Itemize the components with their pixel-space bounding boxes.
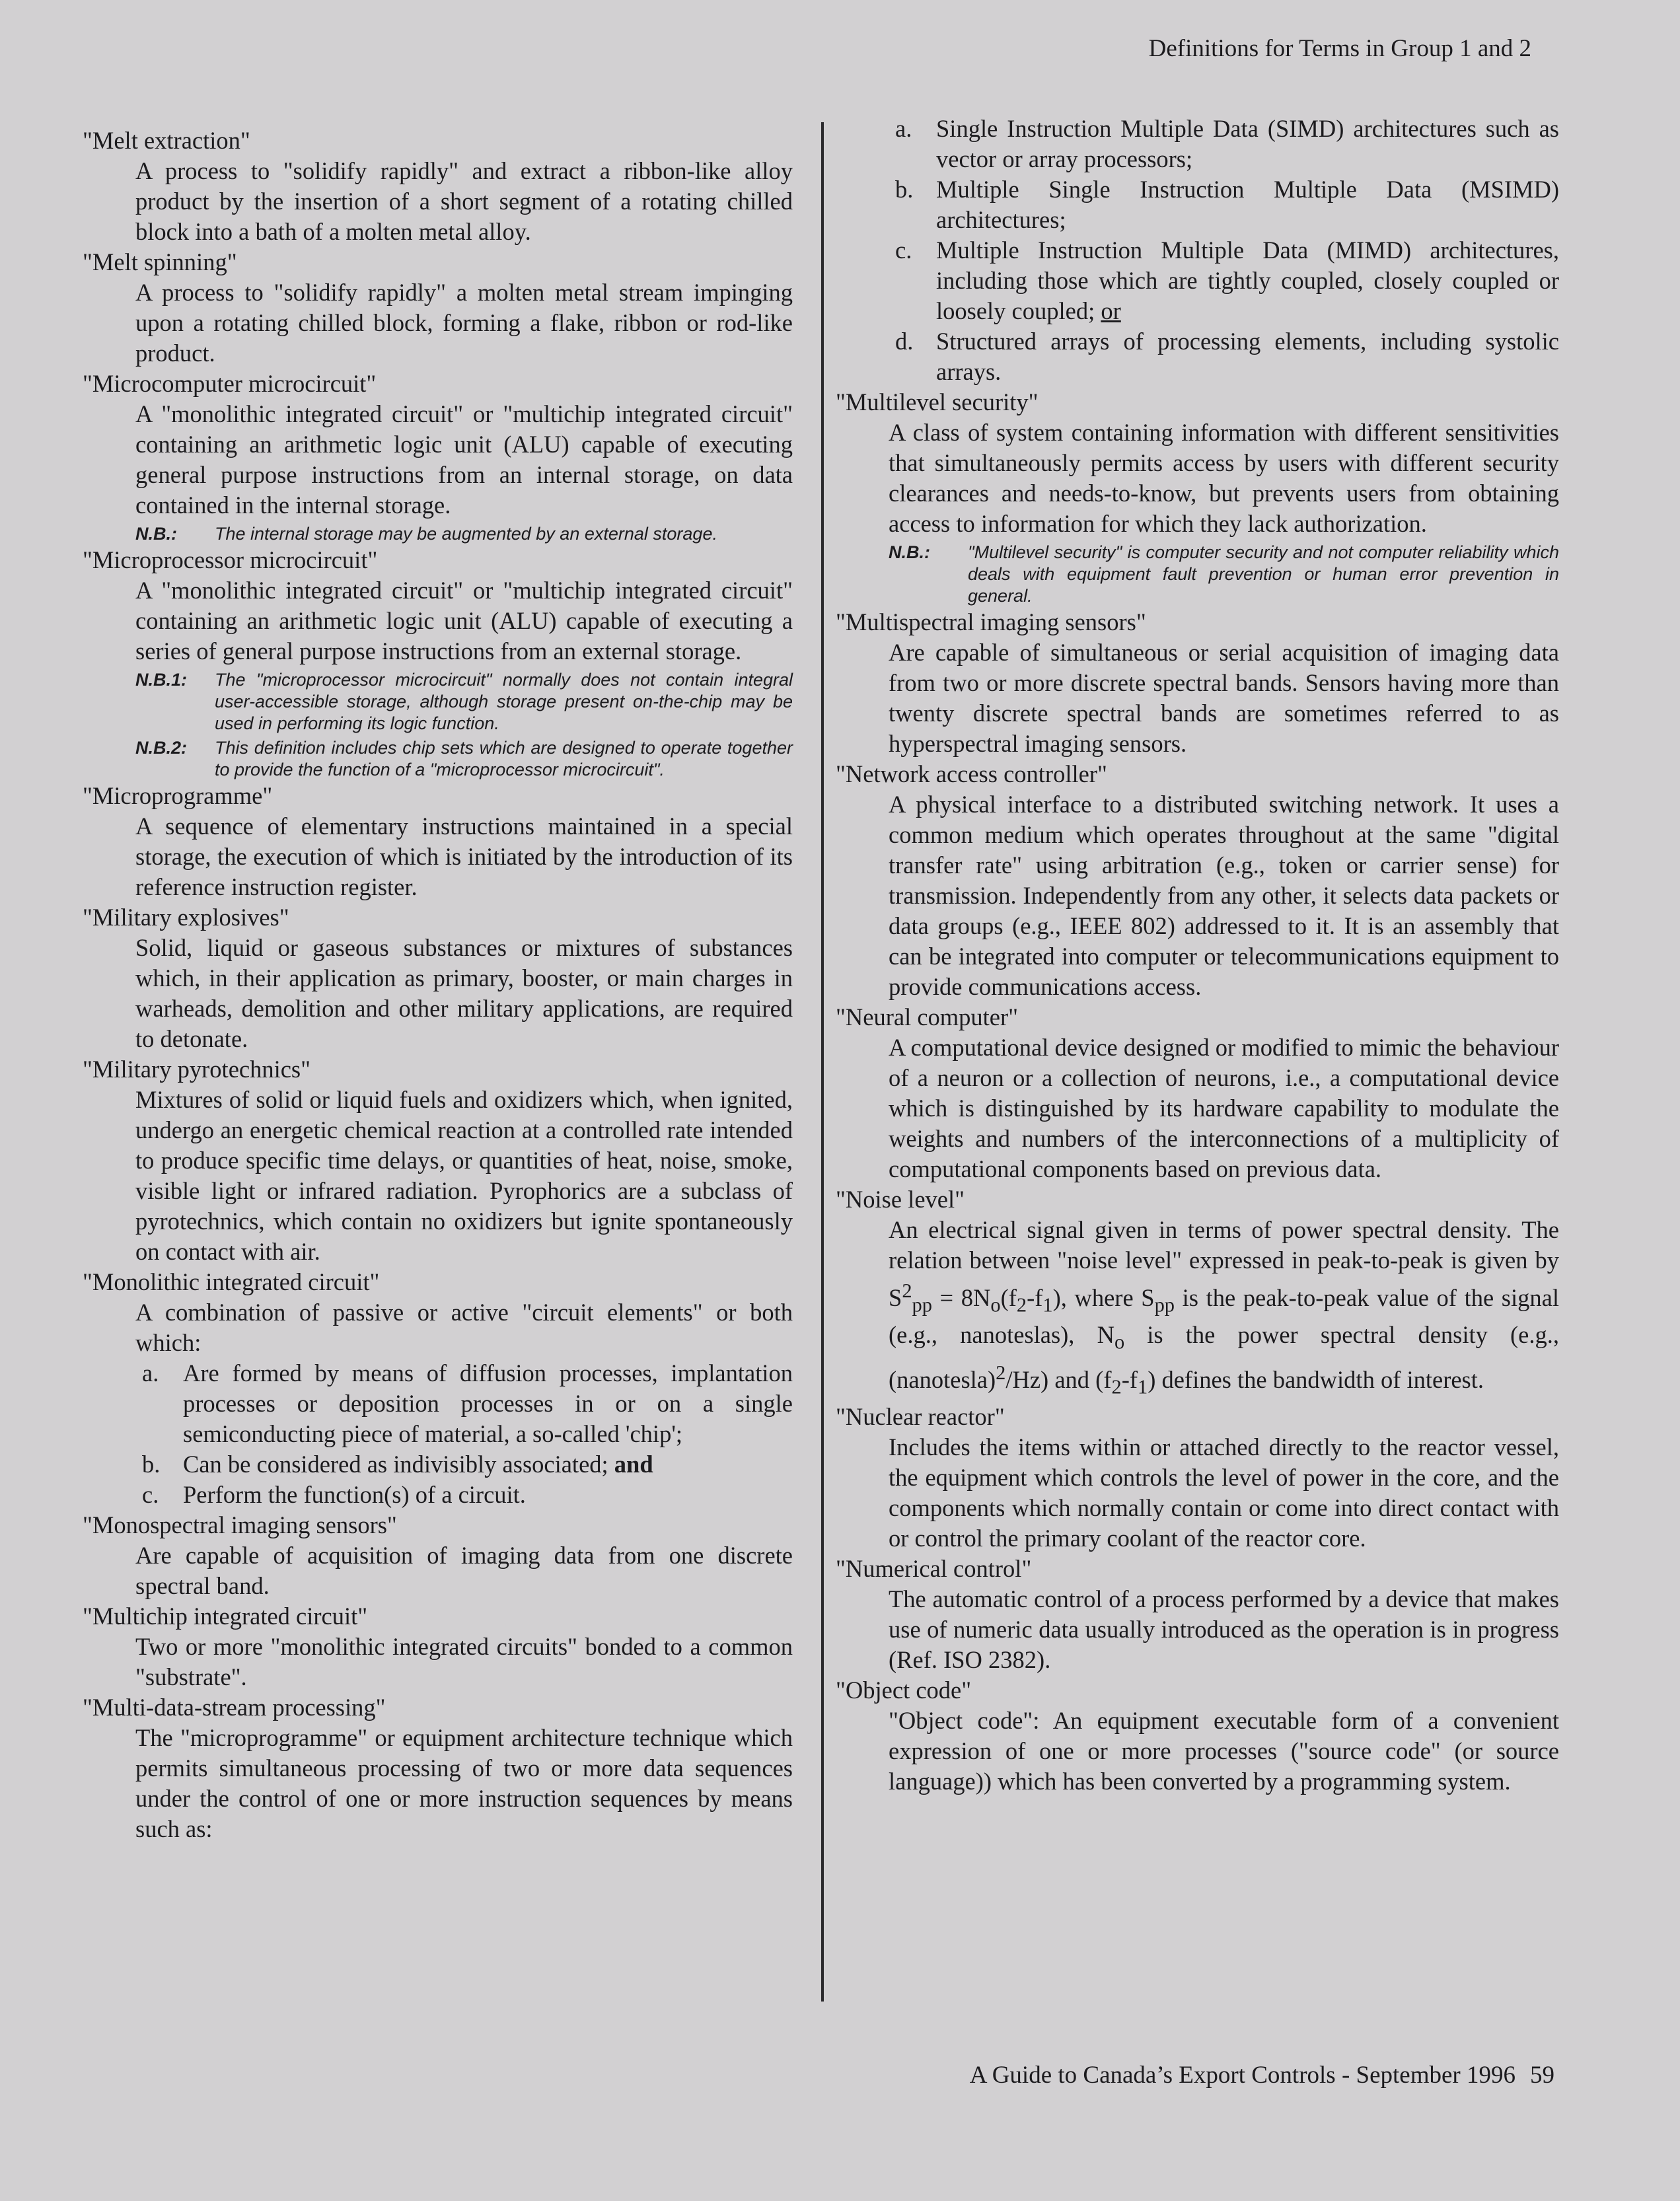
list-item	[895, 326, 1559, 387]
entry-microprogramme	[83, 781, 793, 902]
term-definition: Are capable of simultaneous or serial acquisition of imaging data from two or more discrete spectral bands. Sensors having more than twenty discrete spectral bands are sometimes referred to as hyperspectral imaging sensors.	[889, 639, 1559, 757]
entry-multichip-integrated-circuit	[83, 1601, 793, 1692]
term-title: "Multi-data-stream processing"	[83, 1694, 386, 1721]
list-item	[142, 1449, 793, 1480]
entry-noise-level	[836, 1184, 1559, 1402]
term-definition: A sequence of elementary instructions maintained in a special storage, the execution of which is initiated by the introduction of its reference instruction register.	[135, 812, 793, 900]
entry-neural-computer	[836, 1002, 1559, 1184]
superscript: 2	[996, 1361, 1006, 1384]
term-definition: A process to "solidify rapidly" a molten metal stream impinging upon a rotating chilled block, forming a flake, ribbon or rod-like product.	[135, 279, 793, 367]
left-column	[83, 126, 793, 1844]
subscript: pp	[912, 1293, 932, 1317]
term-definition: Includes the items within or attached directly to the reactor vessel, the equipment which controls the level of power in the core, and the components which normally contain or come into direct contact with or control the primary coolant of the reactor core.	[889, 1433, 1559, 1552]
term-definition: A process to "solidify rapidly" and extract a ribbon-like alloy product by the insertion of a short segment of a rotating chilled block into a bath of a molten metal alloy.	[135, 157, 793, 245]
definition-text: -f	[1027, 1284, 1043, 1312]
entry-network-access-controller	[836, 759, 1559, 1002]
term-title: "Noise level"	[836, 1186, 965, 1213]
entry-military-pyrotechnics	[83, 1054, 793, 1267]
note-text: The internal storage may be augmented by an external storage.	[215, 524, 717, 544]
list-item-conjunction: and	[614, 1451, 653, 1478]
list-item-text: Structured arrays of processing elements, including systolic arrays.	[936, 328, 1559, 385]
term-title: "Multispectral imaging sensors"	[836, 608, 1146, 635]
entry-melt-spinning	[83, 247, 793, 369]
list-item-text: Single Instruction Multiple Data (SIMD) architectures such as vector or array processors;	[936, 115, 1559, 172]
entry-multi-data-stream-processing	[83, 1692, 793, 1844]
entry-nuclear-reactor	[836, 1402, 1559, 1554]
list-item-text: Are formed by means of diffusion processes, implantation processes or deposition processes in or on a single semiconducting piece of material, a so-called 'chip';	[183, 1359, 793, 1447]
entry-monolithic-integrated-circuit	[83, 1267, 793, 1510]
note-text: "Multilevel security" is computer security and not computer reliability which deals with equipment fault prevention or human error prevention in general.	[968, 542, 1559, 606]
term-definition: Two or more "monolithic integrated circuits" bonded to a common "substrate".	[135, 1633, 793, 1690]
note-block	[135, 737, 793, 781]
term-title: "Microcomputer microcircuit"	[83, 370, 377, 397]
subscript: o	[990, 1293, 1001, 1317]
list-marker: a.	[142, 1359, 159, 1387]
subscript: 1	[1138, 1375, 1148, 1398]
footer-guide-title: A Guide to Canada’s Export Controls - September 1996	[969, 2062, 1516, 2089]
subscript: pp	[1154, 1293, 1175, 1317]
entry-object-code	[836, 1675, 1559, 1797]
term-definition: Solid, liquid or gaseous substances or mixtures of substances which, in their application as primary, booster, or main charges in warheads, demolition and other military applications, are required to detonate.	[135, 934, 793, 1052]
entry-multilevel-security	[836, 387, 1559, 607]
subscript: 1	[1042, 1293, 1053, 1317]
entry-microcomputer-microcircuit	[83, 369, 793, 545]
term-title: "Microprocessor microcircuit"	[83, 546, 378, 573]
note-block	[135, 523, 793, 545]
term-title: "Military explosives"	[83, 904, 289, 931]
term-title: "Object code"	[836, 1677, 972, 1704]
term-title: "Nuclear reactor"	[836, 1403, 1005, 1431]
subscript: o	[1114, 1330, 1125, 1353]
term-definition: The automatic control of a process performed by a device that makes use of numeric data usually introduced as the operation is in progress (Ref. ISO 2382).	[889, 1585, 1559, 1674]
entry-numerical-control	[836, 1554, 1559, 1675]
term-definition: Mixtures of solid or liquid fuels and oxidizers which, when ignited, undergo an energetic chemical reaction at a controlled rate intended to produce specific time delays, or quantities of heat, noise, smoke, visible light or infrared radiation. Pyrophorics are a subclass of pyrotechnics, which contain no oxidizers but ignite spontaneously on contact with air.	[135, 1086, 793, 1265]
note-label: N.B.2:	[135, 738, 188, 758]
note-label: N.B.1:	[135, 670, 188, 690]
term-definition: A "monolithic integrated circuit" or "multichip integrated circuit" containing an arithmetic logic unit (ALU) capable of executing general purpose instructions from an internal storage, on data contained in the internal storage.	[135, 400, 793, 519]
definition-text: ), where S	[1052, 1284, 1155, 1312]
list-item-text: Multiple Instruction Multiple Data (MIMD) architectures, including those which are tightly coupled, closely coupled or loosely coupled;	[936, 236, 1559, 324]
term-title: "Military pyrotechnics"	[83, 1056, 311, 1083]
term-definition: The "microprogramme" or equipment architecture technique which permits simultaneous processing of two or more data sequences under the control of one or more instruction sequences by means such as:	[135, 1724, 793, 1842]
page-number: 59	[1530, 2062, 1554, 2089]
list-item-text: Multiple Single Instruction Multiple Data (MSIMD) architectures;	[936, 176, 1559, 233]
list-marker: b.	[142, 1451, 161, 1478]
term-title: "Melt spinning"	[83, 248, 237, 275]
definition-text: (f	[1000, 1284, 1017, 1312]
note-label: N.B.:	[135, 524, 177, 544]
list-item	[142, 1358, 793, 1449]
note-text: This definition includes chip sets which are designed to operate together to provide the function of a "microprocessor microcircuit".	[215, 738, 793, 779]
entry-melt-extraction	[83, 126, 793, 247]
term-definition: A physical interface to a distributed switching network. It uses a common medium which operates throughout at the same "digital transfer rate" using arbitration (e.g., token or carrier sense) for transmission. Independently from any other, it selects data packets or data groups (e.g., IEEE 802) addressed to it. It is an assembly that can be integrated into computer or telecommunications equipment to provide communications access.	[889, 791, 1559, 1000]
term-title: "Numerical control"	[836, 1555, 1032, 1583]
entry-military-explosives	[83, 902, 793, 1054]
note-label: N.B.:	[889, 542, 930, 562]
subscript: 2	[1111, 1375, 1122, 1398]
definition-text: is the power spectral density (e.g., (nanotesla)	[889, 1321, 1559, 1393]
page-header: Definitions for Terms in Group 1 and 2	[1148, 35, 1531, 62]
list-item	[142, 1480, 793, 1510]
list-item	[895, 235, 1559, 326]
term-title: "Monolithic integrated circuit"	[83, 1268, 380, 1295]
definition-text: ) defines the bandwidth of interest.	[1148, 1365, 1484, 1393]
list-marker: d.	[895, 328, 914, 355]
term-definition: A combination of passive or active "circuit elements" or both which:	[135, 1299, 793, 1356]
definition-text: -f	[1121, 1365, 1138, 1393]
term-title: "Monospectral imaging sensors"	[83, 1511, 397, 1538]
list-item	[895, 174, 1559, 235]
definition-text: = 8N	[931, 1284, 991, 1312]
term-title: "Multichip integrated circuit"	[83, 1603, 368, 1630]
term-definition	[889, 1215, 1559, 1402]
term-definition: A "monolithic integrated circuit" or "multichip integrated circuit" containing an arithmetic logic unit (ALU) capable of executing a series of general purpose instructions from an external storage.	[135, 577, 793, 665]
term-title: "Multilevel security"	[836, 388, 1039, 415]
subscript: 2	[1016, 1293, 1027, 1317]
term-title: "Neural computer"	[836, 1003, 1019, 1030]
term-definition: "Object code": An equipment executable form of a convenient expression of one or more processes ("source code" (or source language)) which has been converted by a programming system.	[889, 1707, 1559, 1795]
page-footer	[970, 2061, 1554, 2089]
term-definition: A class of system containing information with different sensitivities that simultaneously permits access by users with different security clearances and needs-to-know, but prevents users from obtaining access to information for which they lack authorization.	[889, 419, 1559, 537]
list-item-conjunction: or	[1101, 297, 1121, 324]
note-block	[889, 542, 1559, 607]
term-title: "Network access controller"	[836, 760, 1107, 787]
term-definition: A computational device designed or modified to mimic the behaviour of a neuron or a collection of neurons, i.e., a computational device which is distinguished by its hardware capability to modulate the weights and numbers of the interconnections of a multiplicity of computational components based on previous data.	[889, 1034, 1559, 1182]
definition-text: is the peak-to-peak value of the signal (e.g., nanoteslas), N	[889, 1284, 1559, 1349]
entry-microprocessor-microcircuit	[83, 545, 793, 781]
term-title: "Microprogramme"	[83, 782, 273, 809]
term-title: "Melt extraction"	[83, 127, 250, 154]
term-definition: Are capable of acquisition of imaging data from one discrete spectral band.	[135, 1542, 793, 1599]
list-marker: a.	[895, 115, 912, 142]
entry-monospectral-imaging-sensors	[83, 1510, 793, 1601]
list-item-text: Perform the function(s) of a circuit.	[183, 1481, 526, 1508]
definition-text: /Hz) and (f	[1005, 1365, 1112, 1393]
list-marker: c.	[895, 236, 912, 264]
list-item	[895, 114, 1559, 174]
definition-text: An electrical signal given in terms of power spectral density. The relation between "noise level" expressed in peak-to-peak is given by S	[889, 1216, 1559, 1312]
sub-list	[895, 114, 1559, 387]
list-marker: b.	[895, 176, 914, 203]
note-block	[135, 669, 793, 735]
entry-multispectral-imaging-sensors	[836, 607, 1559, 759]
note-text: The "microprocessor microcircuit" normally does not contain integral user-accessible storage, although storage present on-the-chip may be used in performing its logic function.	[215, 670, 793, 733]
column-divider	[821, 122, 824, 2002]
list-item-text: Can be considered as indivisibly associated;	[183, 1451, 608, 1478]
superscript: 2	[902, 1280, 912, 1302]
right-column	[836, 114, 1559, 1797]
sub-list	[142, 1358, 793, 1510]
list-marker: c.	[142, 1481, 159, 1508]
